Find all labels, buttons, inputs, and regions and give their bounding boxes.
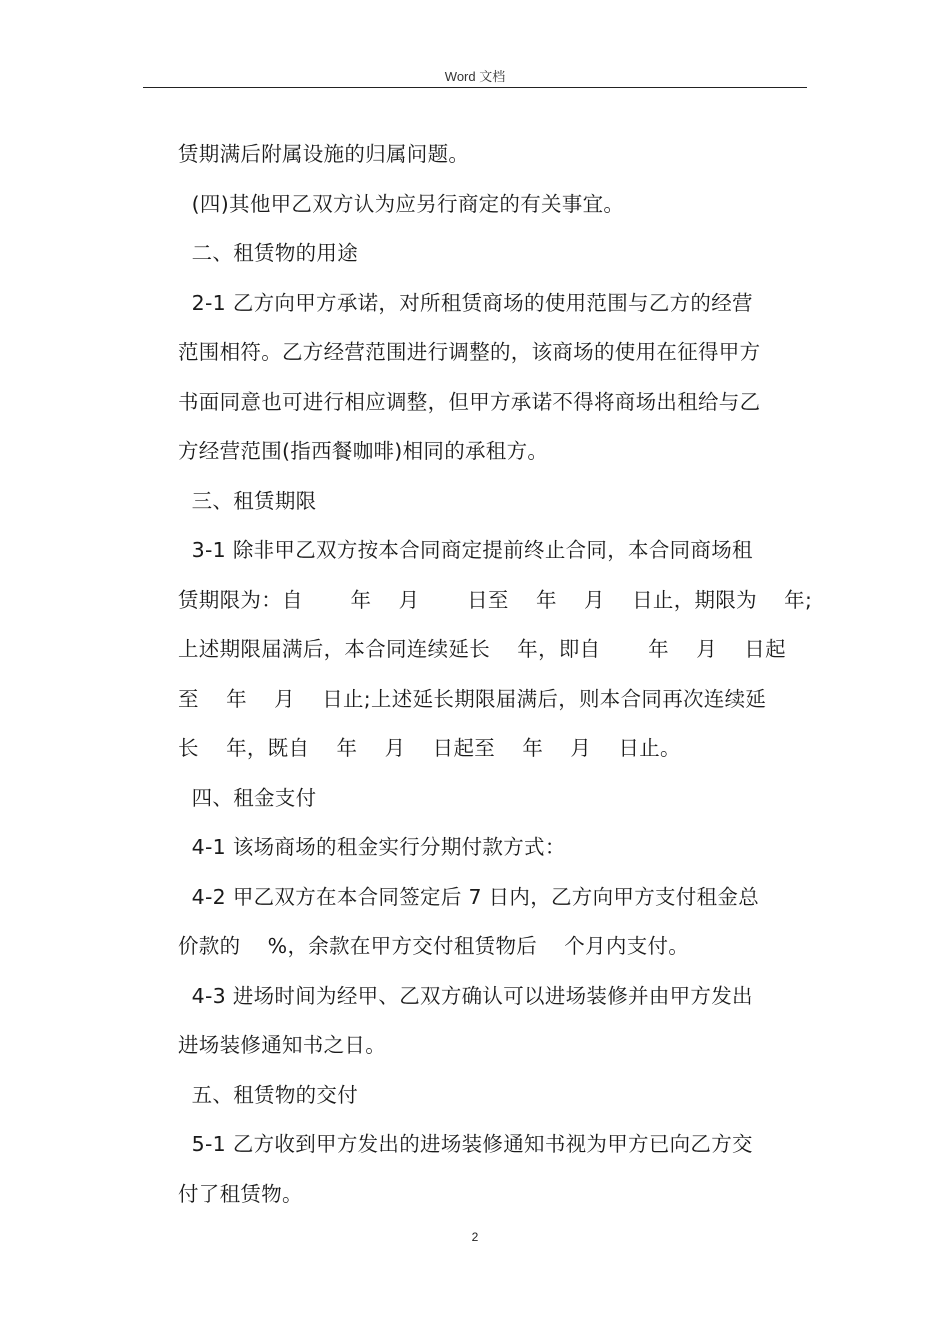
paragraph-line: 书面同意也可进行相应调整，但甲方承诺不得将商场出租给与乙 — [178, 389, 761, 414]
paragraph-line: 至 年 月 日止;上述延长期限届满后，则本合同再次连续延 — [178, 686, 767, 711]
paragraph-line: 2-1 乙方向甲方承诺，对所租赁商场的使用范围与乙方的经营 — [178, 290, 753, 315]
section-heading: 二、租赁物的用途 — [178, 241, 359, 265]
paragraph-line: 4-2 甲乙双方在本合同签定后 7 日内，乙方向甲方支付租金总 — [178, 884, 760, 909]
paragraph-line: 方经营范围(指西餐咖啡)相同的承租方。 — [178, 439, 549, 463]
paragraph-line: 价款的 %，余款在甲方交付租赁物后 个月内支付。 — [178, 934, 690, 958]
paragraph-line: 范围相符。乙方经营范围进行调整的，该商场的使用在征得甲方 — [178, 340, 761, 364]
paragraph-line: 付了租赁物。 — [178, 1181, 303, 1206]
paragraph-line: (四)其他甲乙双方认为应另行商定的有关事宜。 — [178, 191, 625, 216]
paragraph-line: 长 年，既自 年 月 日起至 年 月 日止。 — [178, 736, 681, 760]
paragraph-line: 赁期满后附属设施的归属问题。 — [178, 142, 470, 166]
section-heading: 五、租赁物的交付 — [178, 1082, 359, 1107]
paragraph-line: 进场装修通知书之日。 — [178, 1033, 386, 1057]
paragraph-line: 上述期限届满后，本合同连续延长 年，即自 年 月 日起 — [178, 637, 786, 661]
section-heading: 四、租金支付 — [178, 785, 317, 810]
paragraph-line: 5-1 乙方收到甲方发出的进场装修通知书视为甲方已向乙方交 — [178, 1132, 753, 1156]
paragraph-line: 赁期限为：自 年 月 日至 年 月 日止，期限为 年; — [178, 587, 813, 612]
document-body — [178, 130, 818, 1219]
header-divider — [143, 87, 807, 88]
paragraph-line: 3-1 除非甲乙双方按本合同商定提前终止合同，本合同商场租 — [178, 538, 753, 562]
page-number: 2 — [471, 1230, 479, 1244]
section-heading: 三、租赁期限 — [178, 488, 317, 513]
paragraph-line: 4-3 进场时间为经甲、乙双方确认可以进场装修并由甲方发出 — [178, 983, 753, 1008]
paragraph-line: 4-1 该场商场的租金实行分期付款方式： — [178, 835, 566, 859]
page-header: Word 文档 — [444, 69, 506, 84]
